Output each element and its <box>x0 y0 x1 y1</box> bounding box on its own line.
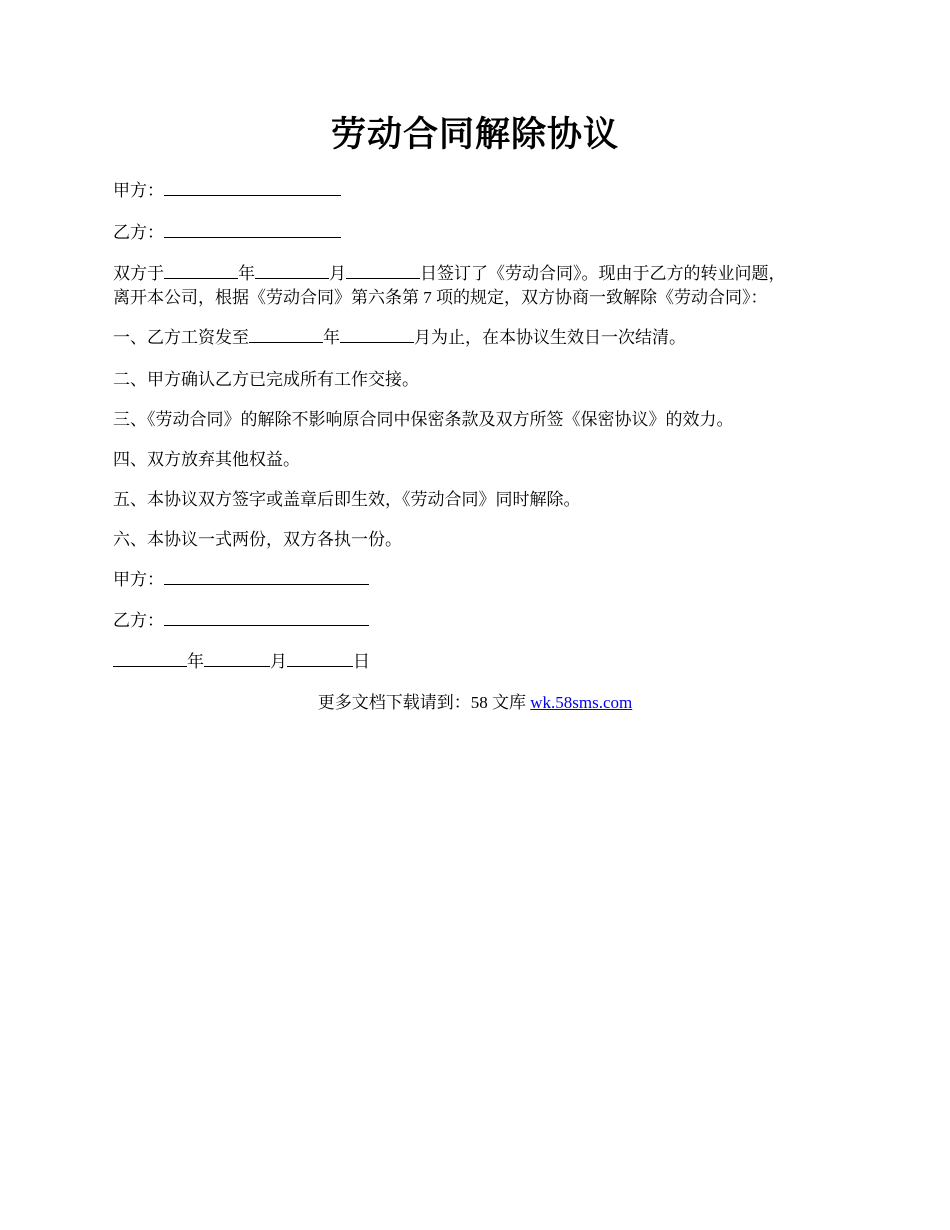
sign-month-label: 月 <box>270 652 287 671</box>
clause-2: 二、甲方确认乙方已完成所有工作交接。 <box>113 370 419 389</box>
sign-party-a-blank <box>164 568 369 585</box>
document-title: 劳动合同解除协议 <box>330 115 619 154</box>
clause-1 <box>113 326 686 350</box>
sign-year-blank <box>113 650 187 667</box>
clause-6: 六、本协议一式两份，双方各执一份。 <box>113 530 402 549</box>
intro-year-blank <box>164 262 238 279</box>
clause-1-text-2: 月为止，在本协议生效日一次结清。 <box>414 328 686 347</box>
sign-day-label: 日 <box>353 652 370 671</box>
clause-1-year-blank <box>249 326 323 343</box>
intro-month-blank <box>255 262 329 279</box>
footer <box>0 691 950 715</box>
sign-party-b-blank <box>164 609 369 626</box>
party-a-line <box>113 179 341 203</box>
intro-text-1: 双方于 <box>113 264 164 283</box>
clause-4: 四、双方放弃其他权益。 <box>113 450 300 469</box>
clause-1-year-label: 年 <box>323 328 340 347</box>
intro-day-blank <box>346 262 420 279</box>
clause-5: 五、本协议双方签字或盖章后即生效，《劳动合同》同时解除。 <box>113 490 581 509</box>
sign-year-label: 年 <box>187 652 204 671</box>
footer-link[interactable]: wk.58sms.com <box>530 693 633 712</box>
sign-month-blank <box>204 650 270 667</box>
clause-1-text-1: 一、乙方工资发至 <box>113 328 249 347</box>
intro-text-2: 日签订了《劳动合同》。现由于乙方的转业问题， <box>420 264 786 283</box>
clause-1-month-blank <box>340 326 414 343</box>
sign-date-line <box>113 650 370 674</box>
clause-3: 三、《劳动合同》的解除不影响原合同中保密条款及双方所签《保密协议》的效力。 <box>113 410 734 429</box>
footer-text: 更多文档下载请到：58 文库 <box>317 693 531 712</box>
sign-party-b-label: 乙方： <box>113 611 164 630</box>
party-a-label: 甲方： <box>113 181 164 200</box>
party-b-label: 乙方： <box>113 223 164 242</box>
party-b-line <box>113 221 341 245</box>
intro-line-2: 离开本公司，根据《劳动合同》第六条第 7 项的规定，双方协商一致解除《劳动合同》： <box>113 288 768 307</box>
sign-party-a-label: 甲方： <box>113 570 164 589</box>
intro-year-label: 年 <box>238 264 255 283</box>
sign-day-blank <box>287 650 353 667</box>
sign-party-a-line <box>113 568 369 592</box>
sign-party-b-line <box>113 609 369 633</box>
party-b-blank <box>164 221 341 238</box>
intro-month-label: 月 <box>329 264 346 283</box>
intro-line-1 <box>113 262 786 286</box>
party-a-blank <box>164 179 341 196</box>
